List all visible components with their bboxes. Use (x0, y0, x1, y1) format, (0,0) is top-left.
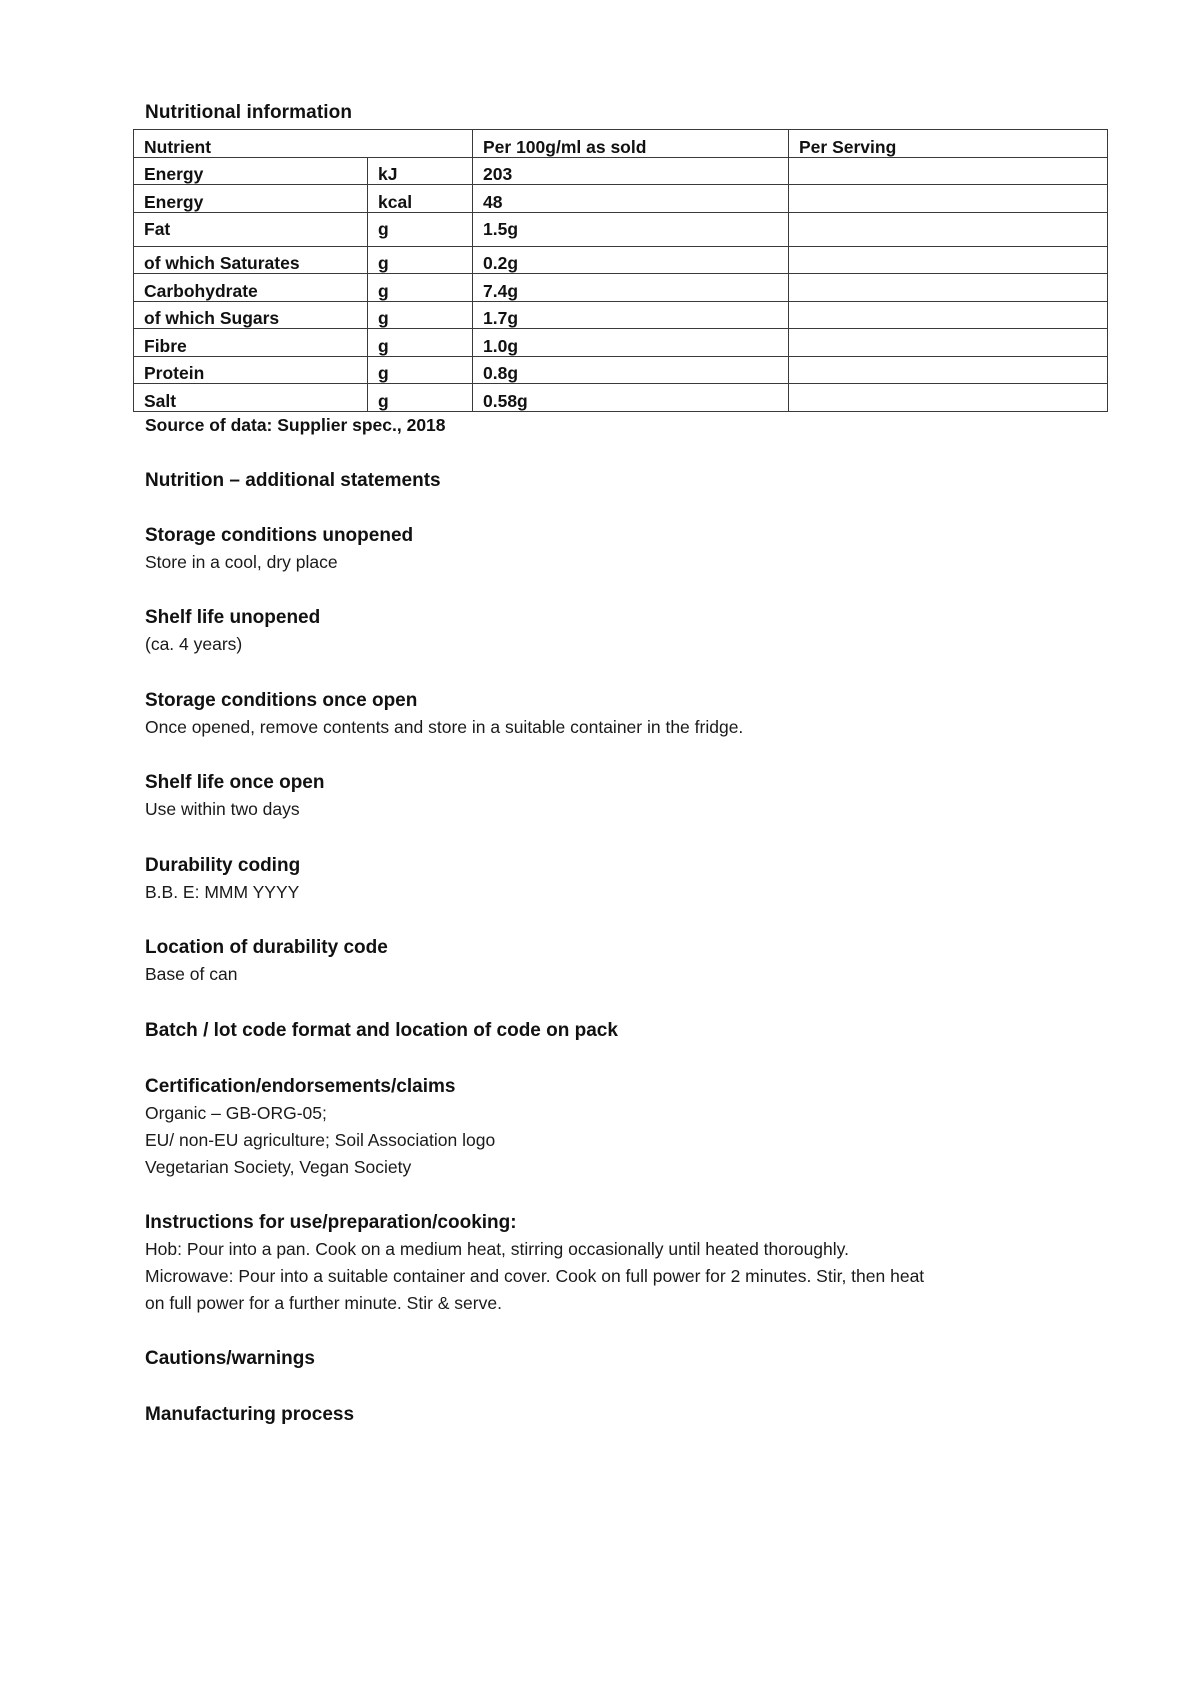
nutrient-name: Salt (134, 384, 368, 412)
header-nutrient: Nutrient (134, 130, 473, 158)
section-text: on full power for a further minute. Stir & serve. (145, 1293, 502, 1313)
nutrient-per-serving (789, 329, 1108, 357)
section-heading: Durability coding (145, 855, 301, 876)
section-heading: Nutrition – additional statements (145, 470, 441, 491)
header-per-100: Per 100g/ml as sold (473, 130, 789, 158)
section-storage-once-open (145, 688, 743, 741)
nutrient-per-100: 0.2g (473, 246, 789, 274)
table-row (134, 185, 1108, 213)
section-text: Microwave: Pour into a suitable container and cover. Cook on full power for 2 minutes. Stir, then heat (145, 1266, 925, 1286)
nutrient-name: of which Sugars (134, 301, 368, 329)
nutrient-unit: g (368, 356, 473, 384)
nutrient-unit: kJ (368, 157, 473, 185)
nutrient-per-100: 0.58g (473, 384, 789, 412)
nutrient-name: Energy (134, 185, 368, 213)
table-row (134, 329, 1108, 357)
nutrition-table (133, 129, 1108, 412)
section-heading: Storage conditions unopened (145, 525, 414, 546)
nutrient-per-serving (789, 274, 1108, 302)
section-text: Once opened, remove contents and store in a suitable container in the fridge. (145, 717, 744, 737)
section-heading: Location of durability code (145, 937, 388, 958)
section-heading: Certification/endorsements/claims (145, 1076, 456, 1097)
section-shelf-life-once-open (145, 770, 324, 823)
section-text: Base of can (145, 964, 238, 984)
section-text: Use within two days (145, 799, 300, 819)
nutrient-per-100: 203 (473, 157, 789, 185)
table-row (134, 246, 1108, 274)
nutrient-name: Carbohydrate (134, 274, 368, 302)
nutrient-per-100: 7.4g (473, 274, 789, 302)
section-batch-lot-code (145, 1018, 618, 1044)
nutrient-name: of which Saturates (134, 246, 368, 274)
section-durability-location (145, 935, 388, 988)
section-text: Organic – GB-ORG-05; (145, 1103, 327, 1123)
section-instructions (145, 1210, 924, 1317)
nutrient-unit: g (368, 212, 473, 246)
section-heading: Cautions/warnings (145, 1348, 315, 1369)
nutrient-unit: kcal (368, 185, 473, 213)
section-heading: Shelf life once open (145, 772, 325, 793)
nutrient-unit: g (368, 246, 473, 274)
section-text: Vegetarian Society, Vegan Society (145, 1157, 412, 1177)
section-manufacturing (145, 1402, 354, 1428)
section-storage-unopened (145, 523, 413, 576)
nutrient-unit: g (368, 274, 473, 302)
nutrient-per-serving (789, 246, 1108, 274)
nutrient-per-serving (789, 212, 1108, 246)
table-row (134, 356, 1108, 384)
table-header-row (134, 130, 1108, 158)
section-heading: Shelf life unopened (145, 607, 321, 628)
nutrient-per-100: 0.8g (473, 356, 789, 384)
nutrient-unit: g (368, 384, 473, 412)
section-text: B.B. E: MMM YYYY (145, 882, 300, 902)
nutrient-per-serving (789, 301, 1108, 329)
section-shelf-life-unopened (145, 605, 320, 658)
section-durability-coding (145, 853, 300, 906)
section-heading: Batch / lot code format and location of code on pack (145, 1020, 618, 1041)
nutrient-per-100: 48 (473, 185, 789, 213)
nutrient-per-100: 1.7g (473, 301, 789, 329)
nutrient-per-serving (789, 157, 1108, 185)
nutrient-per-100: 1.0g (473, 329, 789, 357)
nutrient-name: Protein (134, 356, 368, 384)
nutrient-per-serving (789, 185, 1108, 213)
nutrient-per-100: 1.5g (473, 212, 789, 246)
nutrient-per-serving (789, 356, 1108, 384)
section-nutrition-additional (145, 468, 441, 494)
nutrient-name: Energy (134, 157, 368, 185)
table-row (134, 157, 1108, 185)
header-per-serving: Per Serving (789, 130, 1108, 158)
nutrient-unit: g (368, 301, 473, 329)
section-heading: Manufacturing process (145, 1404, 355, 1425)
data-source-note: Source of data: Supplier spec., 2018 (145, 415, 446, 435)
table-row (134, 212, 1108, 246)
nutrition-title: Nutritional information (145, 102, 353, 123)
section-text: Store in a cool, dry place (145, 552, 338, 572)
section-cautions (145, 1346, 315, 1372)
section-text: Hob: Pour into a pan. Cook on a medium heat, stirring occasionally until heated thoroughly. (145, 1239, 849, 1259)
nutrient-unit: g (368, 329, 473, 357)
section-certification (145, 1074, 495, 1181)
nutrient-name: Fat (134, 212, 368, 246)
section-heading: Storage conditions once open (145, 690, 418, 711)
section-text: EU/ non-EU agriculture; Soil Association logo (145, 1130, 496, 1150)
nutrient-name: Fibre (134, 329, 368, 357)
nutrient-per-serving (789, 384, 1108, 412)
table-row (134, 274, 1108, 302)
section-text: (ca. 4 years) (145, 634, 243, 654)
table-row (134, 384, 1108, 412)
section-heading: Instructions for use/preparation/cooking: (145, 1212, 517, 1233)
table-row (134, 301, 1108, 329)
